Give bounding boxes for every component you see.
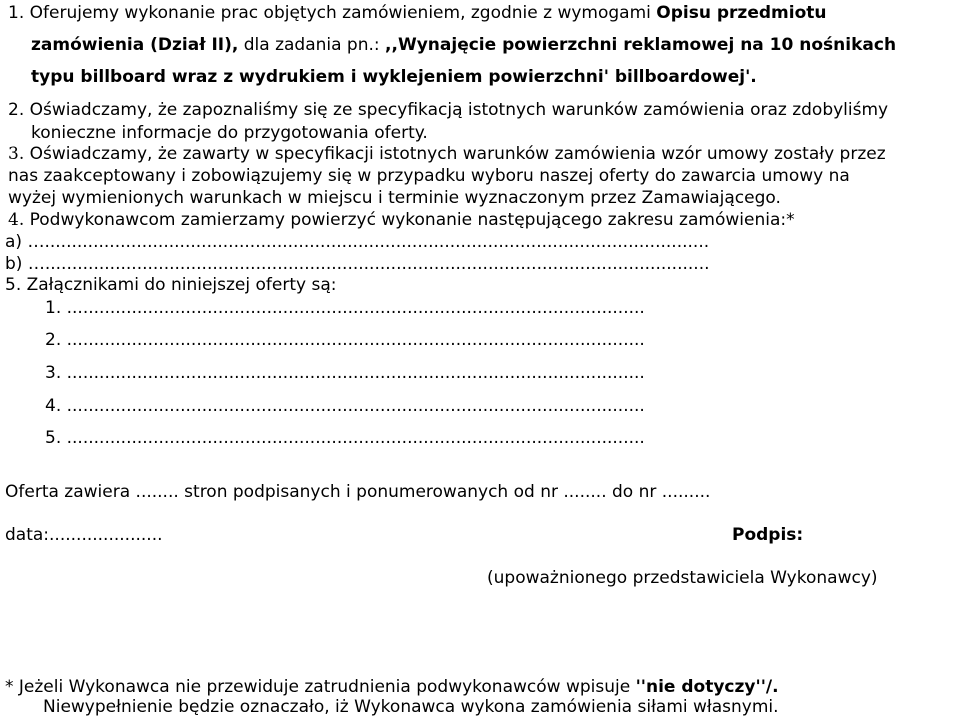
attachment-4: 4. ...........................................................................................................: [45, 396, 645, 416]
item3-text: Oświadczamy, że zawarty w specyfikacji istotnych warunków zamówienia wzór umowy zostały przez: [29, 144, 886, 164]
item4-text: Podwykonawcom zamierzamy powierzyć wykonanie następującego zakresu zamówienia:*: [29, 210, 795, 230]
attachment-1: 1. ...........................................................................................................: [45, 298, 645, 318]
item1-number: 1.: [8, 3, 25, 23]
item4-number: 4.: [8, 210, 25, 230]
item1-bold-section: zamówienia (Dział II),: [31, 35, 239, 55]
representative-caption: (upoważnionego przedstawiciela Wykonawcy): [487, 568, 878, 588]
footnote-bold: ''nie dotyczy''/.: [635, 677, 779, 697]
item1-task-name: ,,Wynajęcie powierzchni reklamowej na 10 nośnikach: [385, 35, 897, 55]
item3-line1: [8, 143, 886, 165]
offer-pages-line: Oferta zawiera ........ stron podpisanych i ponumerowanych od nr ........ do nr .........: [5, 482, 711, 502]
signature-label: Podpis:: [732, 525, 804, 545]
item1-task-label: dla zadania pn.:: [238, 35, 386, 55]
attachment-2: 2. ...........................................................................................................: [45, 330, 645, 350]
item3-line3: wyżej wymienionych warunkach w miejscu i terminie wyznaczonym przez Zamawiającego.: [8, 188, 781, 208]
date-field: data:.....................: [5, 525, 163, 545]
item2-line1: [8, 99, 888, 121]
item5-heading: 5. Załącznikami do niniejszej oferty są:: [5, 275, 337, 295]
footnote-line1: [5, 676, 779, 698]
item4-line: [8, 209, 795, 231]
item3-line2: nas zaakceptowany i zobowiązujemy się w przypadku wyboru naszej oferty do zawarcia umowy na: [8, 166, 850, 186]
item1-text: Oferujemy wykonanie prac objętych zamówieniem, zgodnie z wymogami: [29, 3, 657, 23]
item2-number: 2.: [8, 100, 25, 120]
attachment-3: 3. ...........................................................................................................: [45, 363, 645, 383]
item3-number: 3.: [8, 144, 25, 164]
footnote-text: * Jeżeli Wykonawca nie przewiduje zatrudnienia podwykonawców wpisuje: [5, 677, 636, 697]
footnote-line2: Niewypełnienie będzie oznaczało, iż Wykonawca wykona zamówienia siłami własnymi.: [43, 697, 779, 717]
item1-line2: [31, 34, 896, 56]
item1-bold-title: Opisu przedmiotu: [656, 3, 827, 23]
attachment-5: 5. ...........................................................................................................: [45, 428, 645, 448]
item4-b-field: b) …...........................................................................................................................: [5, 254, 710, 274]
item1-line1: [8, 2, 826, 24]
item2-text: Oświadczamy, że zapoznaliśmy się ze specyfikacją istotnych warunków zamówienia oraz zdobyliśmy: [29, 100, 889, 120]
item2-line2: konieczne informacje do przygotowania oferty.: [31, 123, 428, 143]
item1-line3: typu billboard wraz z wydrukiem i wyklejeniem powierzchni' billboardowej'.: [31, 67, 757, 87]
item4-a-field: a) …...........................................................................................................................: [5, 232, 710, 252]
